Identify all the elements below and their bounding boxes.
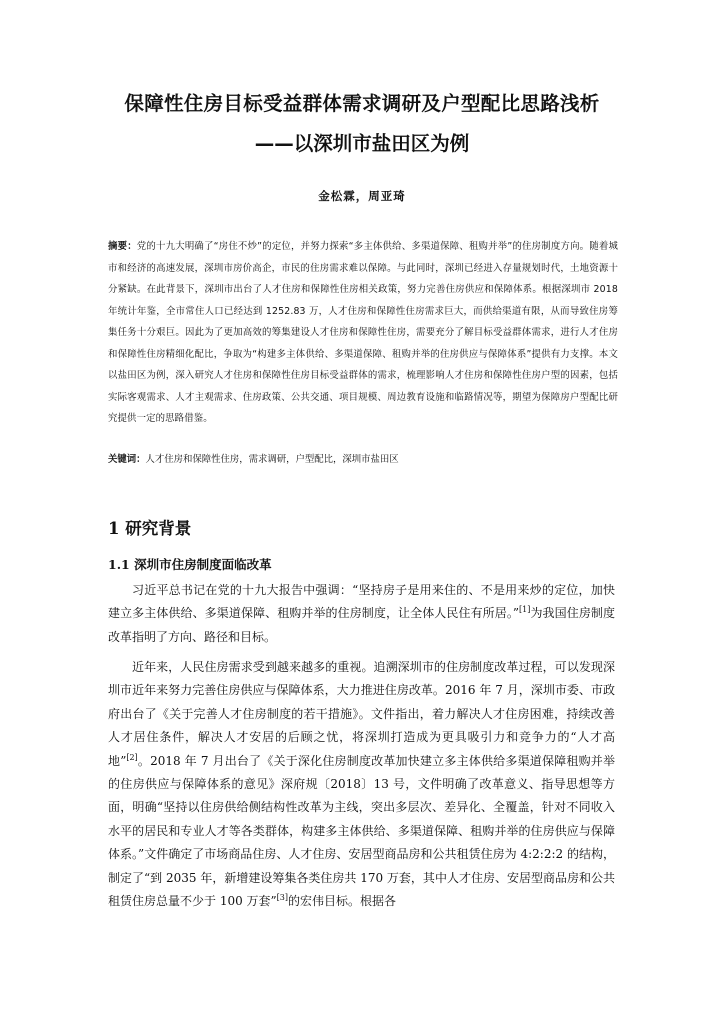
citation-ref[interactable]: [2] (126, 752, 138, 762)
body-paragraph (108, 579, 615, 649)
abstract (108, 236, 618, 430)
section-heading: 1 研究背景 (108, 519, 192, 538)
keywords-label: 关键词： (108, 454, 146, 465)
paragraph-text: 为我国住房制度改革指明了方向、路径和目标。 (108, 606, 615, 644)
keywords (108, 452, 618, 468)
paragraph-text: 近年来，人民住房需求受到越来越多的重视。追溯深圳市的住房制度改革过程，可以发现深圳市近年来努力完善住房供应与保障体系，大力推进住房改革。2016 年 7 月，深圳市委、市政府出台了《关于完善人才住房制度的若干措施》。文件指出，着力解决人才住房困难，持续改善人才居住条件，解决人才安居的后顾之忧，将深圳打造成为更具吸引力和竞争力的“人才高地” (108, 660, 615, 768)
subsection-heading: 1.1 深圳市住房制度面临改革 (108, 557, 272, 572)
abstract-label: 摘要： (108, 241, 137, 252)
citation-ref[interactable]: [1] (519, 605, 531, 615)
abstract-text: 党的十九大明确了“房住不炒”的定位，并努力探索“多主体供给、多渠道保障、租购并举”的住房制度方向。随着城市和经济的高速发展，深圳市房价高企，市民的住房需求难以保障。与此同时，深圳已经进入存量规划时代，土地资源十分紧缺。在此背景下，深圳市出台了人才住房和保障性住房相关政策，努力完善住房供应和保障体系。根据深圳市 2018 年统计年鉴，全市常住人口已经达到 1252.83 万，人才住房和保障性住房需求巨大，而供给渠道有限，从而导致住房筹集任务十分艰巨。因此为了更加高效的筹集建设人才住房和保障性住房，需要充分了解目标受益群体需求，进行人才住房和保障性住房精细化配比，争取为“构建多主体供给、多渠道保障、租购并举的住房供应与保障体系”提供有力支撑。本文以盐田区为例，深入研究人才住房和保障性住房目标受益群体的需求，梳理影响人才住房和保障性住房户型的因素，包括实际客观需求、人才主观需求、住房政策、公共交通、项目规模、周边教育设施和临路情况等，期望为保障房户型配比研究提供一定的思路借鉴。 (108, 241, 618, 424)
paper-subtitle: ——以深圳市盐田区为例 (254, 132, 470, 155)
paragraph-text: 习近平总书记在党的十九大报告中强调：“坚持房子是用来住的、不是用来炒的定位，加快建立多主体供给、多渠道保障、租购并举的住房制度，让全体人民住有所居。” (108, 583, 615, 621)
keywords-text: 人才住房和保障性住房，需求调研，户型配比，深圳市盐田区 (145, 454, 399, 465)
paper-title: 保障性住房目标受益群体需求调研及户型配比思路浅析 (124, 92, 600, 115)
body-paragraph (108, 656, 615, 913)
paragraph-text: 的宏伟目标。根据各 (288, 894, 397, 909)
citation-ref[interactable]: [3] (276, 893, 289, 903)
author-list: 金松霖，周亚琦 (318, 189, 406, 203)
paragraph-text: 。2018 年 7 月出台了《关于深化住房制度改革加快建立多主体供给多渠道保障租购并举的住房供应与保障体系的意见》深府规〔2018〕13 号，文件明确了改革意义、指导思想等方面，明确“坚持以住房供给侧结构性改革为主线，突出多层次、差异化、全覆盖，针对不同收入水平的居民和专业人才等各类群体，构建多主体供给、多渠道保障、租购并举的住房供应与保障体系。”文件确定了市场商品住房、人才住房、安居型商品房和公共租赁住房为 4:2:2:2 的结构，制定了“到 2035 年，新增建设筹集各类住房共 170 万套，其中人才住房、安居型商品房和公共租赁住房总量不少于 100 万套” (108, 753, 615, 909)
